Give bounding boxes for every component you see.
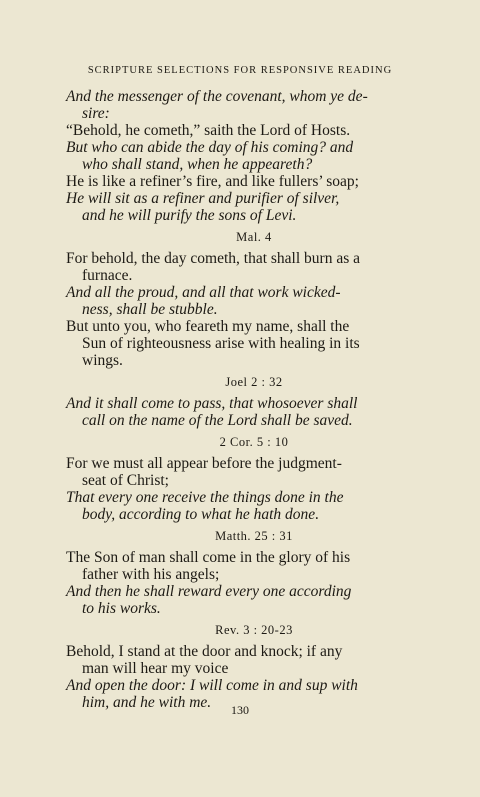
- verse-line: to his works.: [82, 600, 161, 617]
- verse-line: That every one receive the things done in the: [66, 489, 344, 506]
- verse-line: who shall stand, when he appeareth?: [82, 156, 313, 173]
- verse-line: And then he shall reward every one according: [66, 583, 352, 600]
- scripture-reference: Matth. 25 : 31: [215, 529, 293, 543]
- verse-line: But unto you, who feareth my name, shall the: [66, 318, 350, 335]
- verse-line: And the messenger of the covenant, whom ye de-: [66, 88, 368, 105]
- verse-line: man will hear my voice: [82, 660, 229, 677]
- scripture-reference: 2 Cor. 5 : 10: [219, 435, 289, 449]
- verse-line: ness, shall be stubble.: [82, 301, 218, 318]
- verse-line: Behold, I stand at the door and knock; if any: [66, 643, 343, 660]
- verse-line: seat of Christ;: [82, 472, 169, 489]
- scripture-reference: Mal. 4: [236, 230, 272, 244]
- scripture-reference: Rev. 3 : 20-23: [215, 623, 293, 637]
- verse-line: and he will purify the sons of Levi.: [82, 207, 297, 224]
- verse-line: He will sit as a refiner and purifier of silver,: [66, 190, 340, 207]
- verse-line: He is like a refiner’s fire, and like fullers’ soap;: [66, 173, 359, 190]
- verse-line: father with his angels;: [82, 566, 220, 583]
- scripture-reference: Joel 2 : 32: [225, 375, 283, 389]
- verse-line: call on the name of the Lord shall be saved.: [82, 412, 353, 429]
- verse-line: Sun of righteousness arise with healing in its: [82, 335, 360, 352]
- verse-line: The Son of man shall come in the glory of his: [66, 549, 351, 566]
- verse-line: And all the proud, and all that work wicked-: [66, 284, 341, 301]
- verse-line: wings.: [82, 352, 123, 369]
- verse-line: For we must all appear before the judgment-: [66, 455, 342, 472]
- verse-line: furnace.: [82, 267, 133, 284]
- verse-line: sire:: [82, 105, 110, 122]
- reading-text: [66, 88, 442, 711]
- verse-line: him, and he with me.: [82, 694, 212, 711]
- running-head: SCRIPTURE SELECTIONS FOR RESPONSIVE READING: [87, 65, 393, 76]
- verse-line: But who can abide the day of his coming? and: [66, 139, 354, 156]
- verse-line: “Behold, he cometh,” saith the Lord of Hosts.: [66, 122, 351, 139]
- verse-line: For behold, the day cometh, that shall burn as a: [66, 250, 361, 267]
- verse-line: body, according to what he hath done.: [82, 506, 320, 523]
- verse-line: And open the door: I will come in and sup with: [66, 677, 358, 694]
- page-number: 130: [231, 703, 249, 717]
- verse-line: And it shall come to pass, that whosoever shall: [66, 395, 358, 412]
